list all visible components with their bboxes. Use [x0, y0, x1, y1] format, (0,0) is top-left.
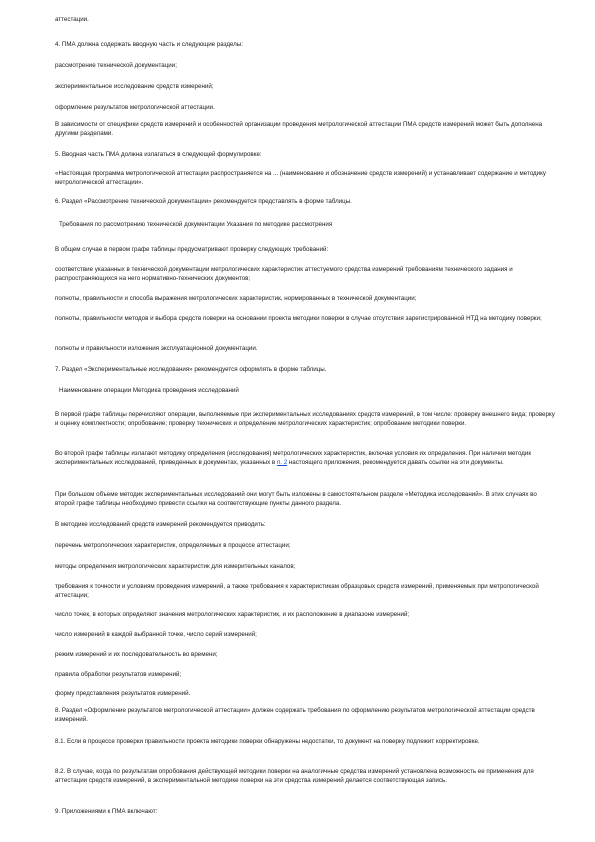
list-item: число точек, в которых определяют значения метрологических характеристик, и их расположение в диапазоне измерений; [55, 611, 410, 618]
list-item: режим измерений и их последовательность во времени; [55, 651, 218, 658]
paragraph: аттестации. [55, 16, 89, 23]
paragraph: полноты и правильности изложения эксплуатационной документации. [55, 345, 258, 352]
section-link[interactable]: п. 2 [276, 459, 288, 466]
paragraph: соответствие указанных в технической документации метрологических характеристик аттестуемого средства измерений требованиям технического задания и распространяющихся на него нормативно-технических документов; [55, 266, 513, 282]
list-item: методы определения метрологических характеристик для измерительных каналов; [55, 563, 296, 570]
paragraph: 6. Раздел «Рассмотрение технической документации» рекомендуется представлять в форме таблицы. [55, 198, 352, 205]
paragraph: 4. ПМА должна содержать вводную часть и следующие разделы: [55, 41, 243, 48]
paragraph: В методике исследований средств измерений рекомендуется приводить: [55, 521, 266, 528]
paragraph: 8.2. В случае, когда по результатам опробования действующей методики поверки на аналогичные средства измерений установлена возможность ее применения для аттестации средств измерений, в экспериментальной методике поверки на эти средства измерений делается соответствующая запись. [55, 768, 534, 784]
paragraph: 9. Приложениями к ПМА включают: [55, 808, 158, 815]
paragraph: «Настоящая программа метрологической аттестации распространяется на ... (наименование и обозначение средств измерений) и устанавливает содержание и методику метрологической аттестации». [55, 170, 546, 186]
paragraph: При большом объеме методик экспериментальных исследований они могут быть изложены в самостоятельном разделе «Методика исследований». В этих случаях во второй графе таблицы необходимо привести ссылки на соответствующие пункты данного раздела. [55, 491, 537, 507]
list-item: правила обработки результатов измерений; [55, 671, 182, 678]
table-header: Наименование операции Методика проведения исследований [59, 387, 239, 394]
paragraph: В общем случае в первом графе таблицы предусматривают проверку следующих требований: [55, 246, 329, 253]
paragraph: 5. Вводная часть ПМА должна излагаться в следующей формулировке: [55, 151, 262, 158]
paragraph: 8.1. Если в процессе проверки правильности проекта методики поверки обнаружены недостатки, то документ на поверку подлежит корректировке. [55, 738, 480, 745]
paragraph-with-link: Во второй графе таблицы излагают методику определения (исследования) метрологических характеристик, включая условия их определения. При наличии методик экспериментальных исследований, приведенных в документах, указанных в п. 2 настоящего приложения, рекомендуется давать ссылки на эти документы. [55, 450, 532, 466]
paragraph: рассмотрение технической документации; [55, 62, 177, 69]
paragraph: экспериментальное исследование средств измерений; [55, 83, 214, 90]
list-item: перечень метрологических характеристик, определяемых в процессе аттестации; [55, 542, 291, 549]
list-item: число измерений в каждой выбранной точке, число серий измерений; [55, 631, 257, 638]
paragraph: В зависимости от специфики средств измерений и особенностей организации проведения метрологической аттестации ПМА средств измерений может быть дополнена другими разделами. [55, 121, 543, 137]
table-header: Требования по рассмотрению технической документации Указания по методике рассмотрения [59, 221, 333, 228]
paragraph: 7. Раздел «Экспериментальные исследования» рекомендуется оформлять в форме таблицы. [55, 366, 327, 373]
paragraph: полноты, правильности и способа выражения метрологических характеристик, нормированных в технической документации; [55, 295, 417, 302]
paragraph: 8. Раздел «Оформление результатов метрологической аттестации» должен содержать требования по оформлению результатов метрологической аттестации средств измерений. [55, 707, 535, 723]
paragraph: полноты, правильности методов и выбора средств поверки на основании проекта методики поверки в случае отсутствия зарегистрированной НТД на методику поверки; [55, 315, 542, 322]
list-item: форму представления результатов измерений. [55, 690, 191, 697]
paragraph: В первой графе таблицы перечисляют операции, выполняемые при экспериментальных исследованиях средств измерений, в том числе: проверку внешнего вида; проверку и оценку комплектности; опробование; проверку технических и определение метрологических характеристик; опробование методики поверки. [55, 411, 555, 427]
paragraph: оформление результатов метрологической аттестации. [55, 104, 215, 111]
list-item: требования к точности и условиям проведения измерений, а также требования к характеристикам образцовых средств измерений, применяемых при метрологической аттестации; [55, 583, 539, 599]
